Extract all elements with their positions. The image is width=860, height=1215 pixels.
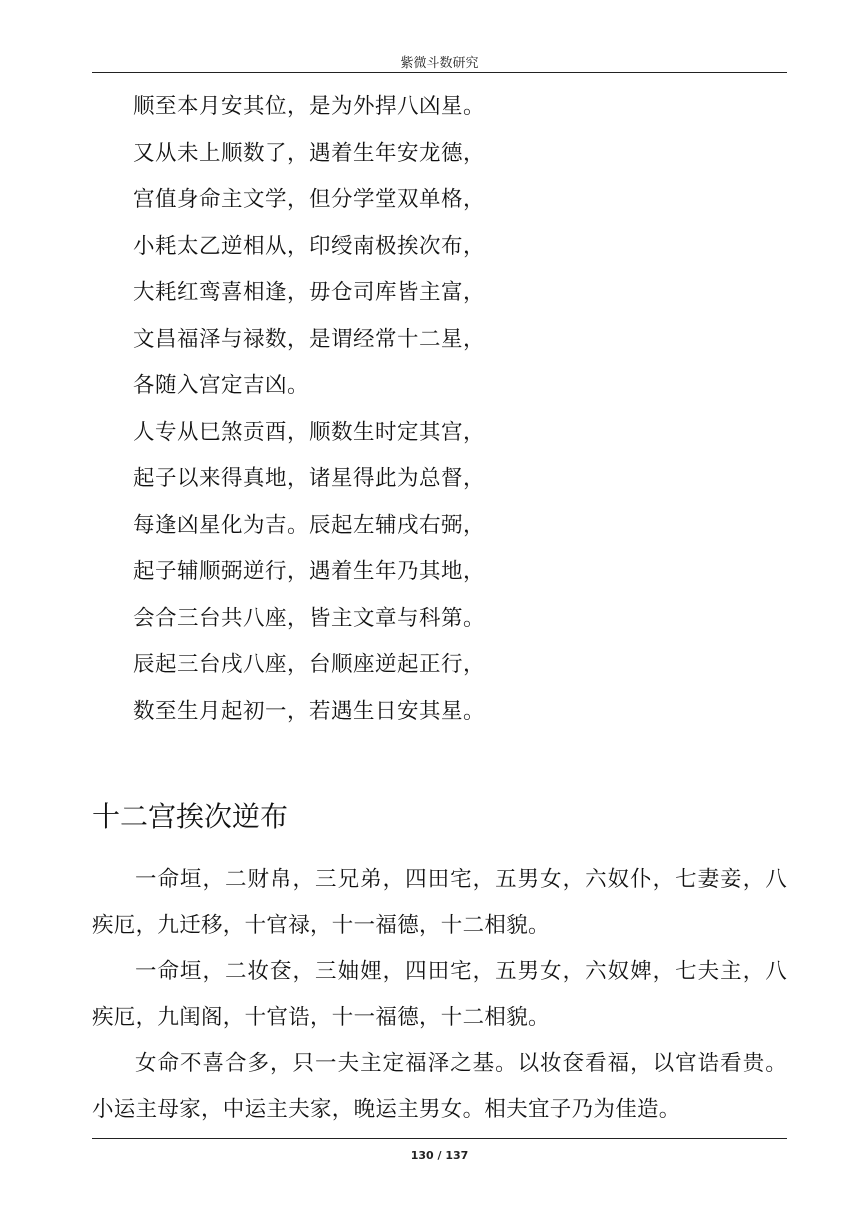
verse-block [133,84,485,735]
verse-line: 辰起三台戌八座，台顺座逆起正行， [133,652,486,677]
verse-line: 会合三台共八座，皆主文章与科第。 [133,605,486,631]
section-heading: 十二宫挨次逆布 [92,800,289,833]
verse-line: 数至生月起初一，若遇生日安其星。 [133,698,486,724]
verse-line: 起子辅顺弼逆行，遇着生年乃其地， [133,559,486,584]
verse-line: 大耗红鸾喜相逢，毋仓司库皆主富， [133,280,486,305]
verse-line: 宫值身命主文学，但分学堂双单格， [133,187,486,212]
page-number: 130 / 137 [410,1149,469,1162]
page-header [92,52,787,73]
verse-line: 又从未上顺数了，遇着生年安龙德， [133,140,486,166]
section-body [92,857,787,1133]
verse-line: 每逢凶星化为吉。辰起左辅戌右弼， [133,512,486,538]
verse-line: 文昌福泽与禄数，是谓经常十二星， [133,326,486,352]
paragraph-male-palaces: 一命垣，二财帛，三兄弟，四田宅，五男女，六奴仆，七妻妾，八疾厄，九迁移，十官禄，十一福德，十二相貌。 [92,867,787,938]
document-title: 紫微斗数研究 [400,56,479,71]
verse-line: 顺至本月安其位，是为外捍八凶星。 [133,94,486,119]
verse-line: 起子以来得真地，诸星得此为总督， [133,466,486,491]
paragraph-female-destiny: 女命不喜合多，只一夫主定福泽之基。以妆奁看福，以官诰看贵。小运主母家，中运主夫家，晚运主男女。相夫宜子乃为佳造。 [92,1051,787,1122]
verse-line: 小耗太乙逆相从，印绶南极挨次布， [133,233,486,259]
verse-line: 各随入宫定吉凶。 [133,373,310,398]
page-footer [92,1138,787,1163]
verse-line: 人专从巳煞贡酉，顺数生时定其宫， [133,419,486,445]
paragraph-female-palaces: 一命垣，二妆奁，三妯娌，四田宅，五男女，六奴婢，七夫主，八疾厄，九闺阁，十官诰，十一福德，十二相貌。 [92,959,787,1030]
